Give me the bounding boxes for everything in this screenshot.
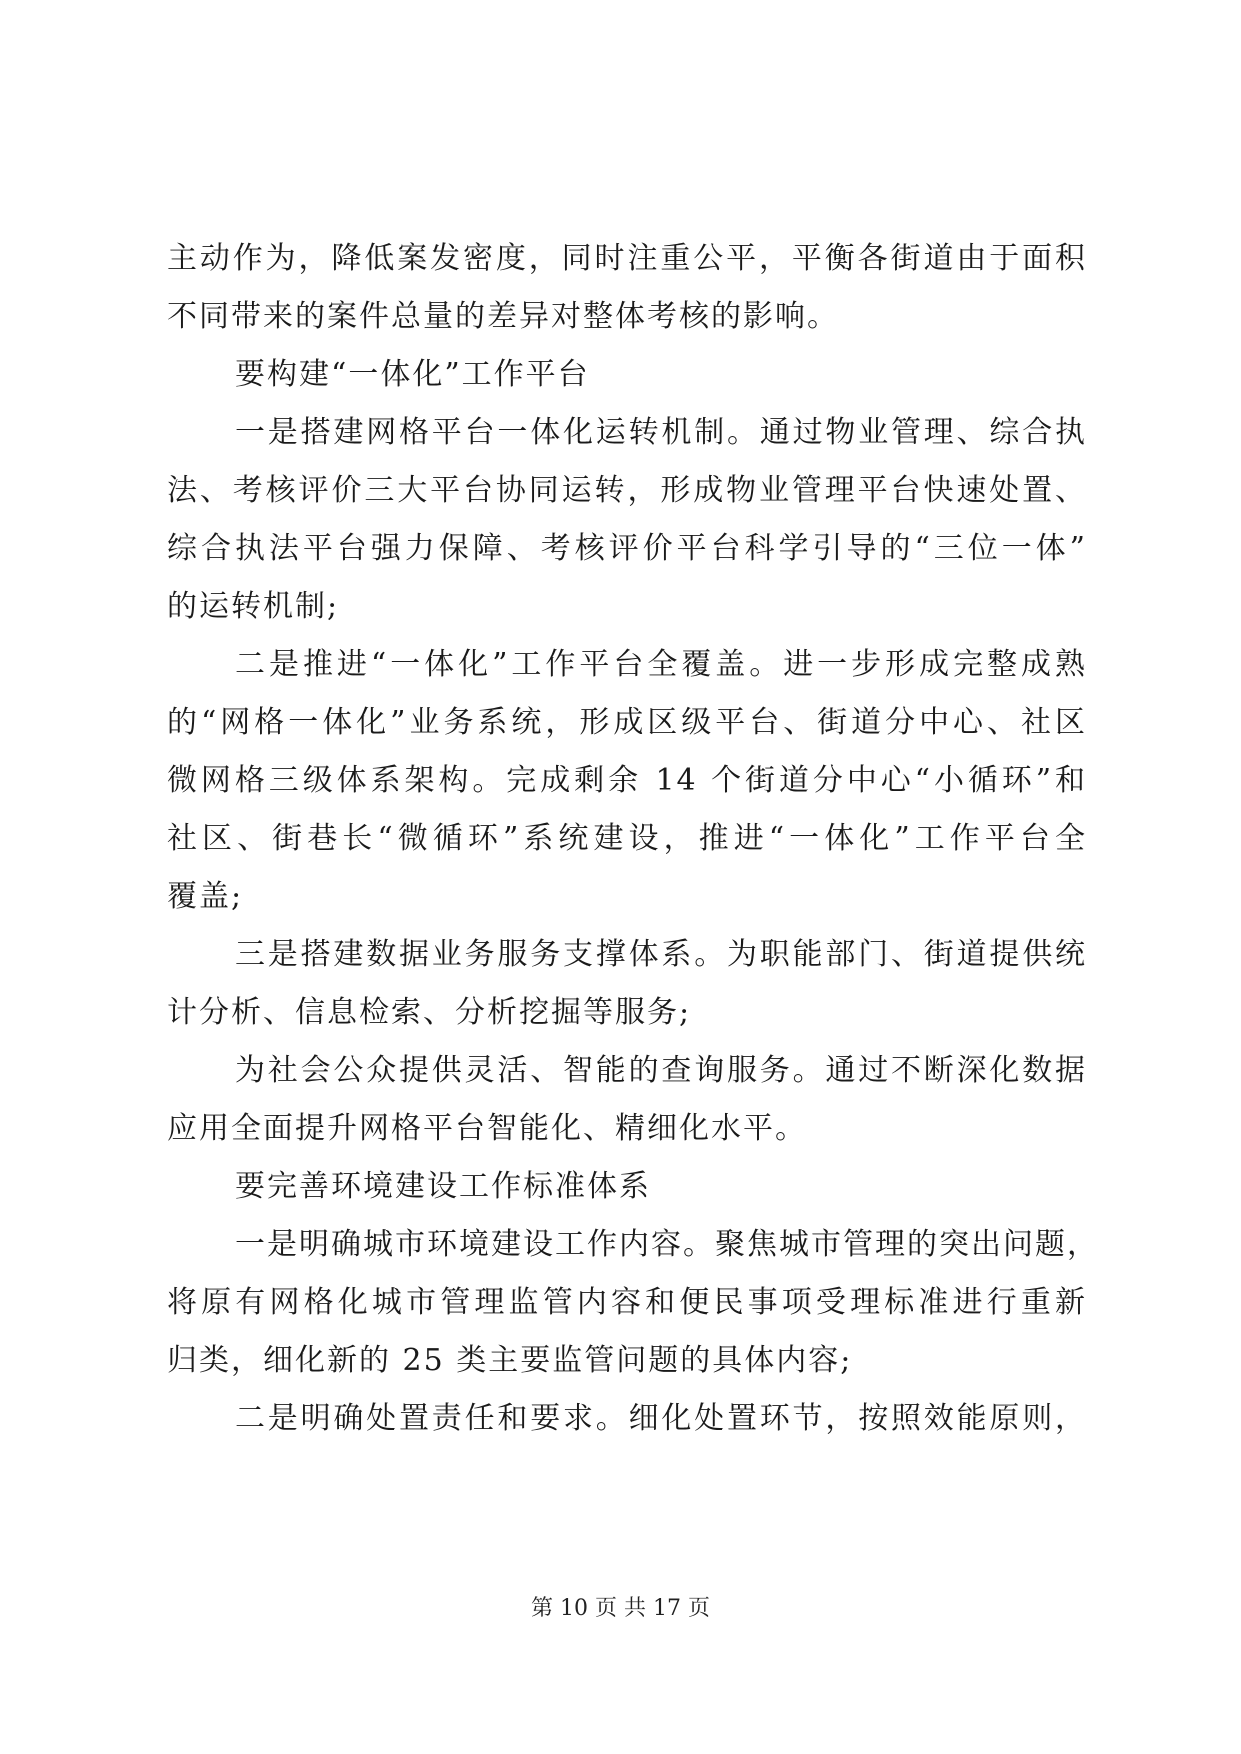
text-line: 的运转机制; bbox=[167, 589, 340, 624]
text-line: 计分析、信息检索、分析挖掘等服务; bbox=[167, 995, 692, 1030]
text-line: 覆盖; bbox=[167, 879, 244, 914]
text-line: 一是搭建网格平台一体化运转机制。通过物业管理、综合执 bbox=[235, 415, 1087, 450]
text-line: 主动作为，降低案发密度，同时注重公平，平衡各街道由于面积 bbox=[167, 241, 1087, 276]
text-line: 法、考核评价三大平台协同运转，形成物业管理平台快速处置、 bbox=[167, 473, 1087, 508]
text-line: 二是明确处置责任和要求。细化处置环节，按照效能原则， bbox=[235, 1401, 1087, 1436]
text-line: 为社会公众提供灵活、智能的查询服务。通过不断深化数据 bbox=[235, 1053, 1087, 1088]
text-line: 三是搭建数据业务服务支撑体系。为职能部门、街道提供统 bbox=[235, 937, 1087, 972]
text-line: 将原有网格化城市管理监管内容和便民事项受理标准进行重新 bbox=[167, 1285, 1087, 1320]
section-heading: 要完善环境建设工作标准体系 bbox=[235, 1169, 651, 1204]
text-line: 社区、街巷长“微循环”系统建设，推进“一体化”工作平台全 bbox=[167, 821, 1087, 856]
text-line: 一是明确城市环境建设工作内容。聚焦城市管理的突出问题， bbox=[235, 1227, 1099, 1262]
text-line: 综合执法平台强力保障、考核评价平台科学引导的“三位一体” bbox=[167, 531, 1087, 566]
section-heading: 要构建“一体化”工作平台 bbox=[235, 357, 590, 392]
text-line: 微网格三级体系架构。完成剩余 14 个街道分中心“小循环”和 bbox=[167, 763, 1087, 798]
text-line: 二是推进“一体化”工作平台全覆盖。进一步形成完整成熟 bbox=[235, 647, 1087, 682]
text-line: 应用全面提升网格平台智能化、精细化水平。 bbox=[167, 1111, 807, 1146]
text-line: 不同带来的案件总量的差异对整体考核的影响。 bbox=[167, 299, 839, 334]
text-line: 的“网格一体化”业务系统，形成区级平台、街道分中心、社区 bbox=[167, 705, 1087, 740]
text-line: 归类，细化新的 25 类主要监管问题的具体内容; bbox=[167, 1343, 853, 1378]
document-body bbox=[167, 230, 1099, 1448]
page-number-footer: 第 10 页 共 17 页 bbox=[531, 1596, 710, 1621]
